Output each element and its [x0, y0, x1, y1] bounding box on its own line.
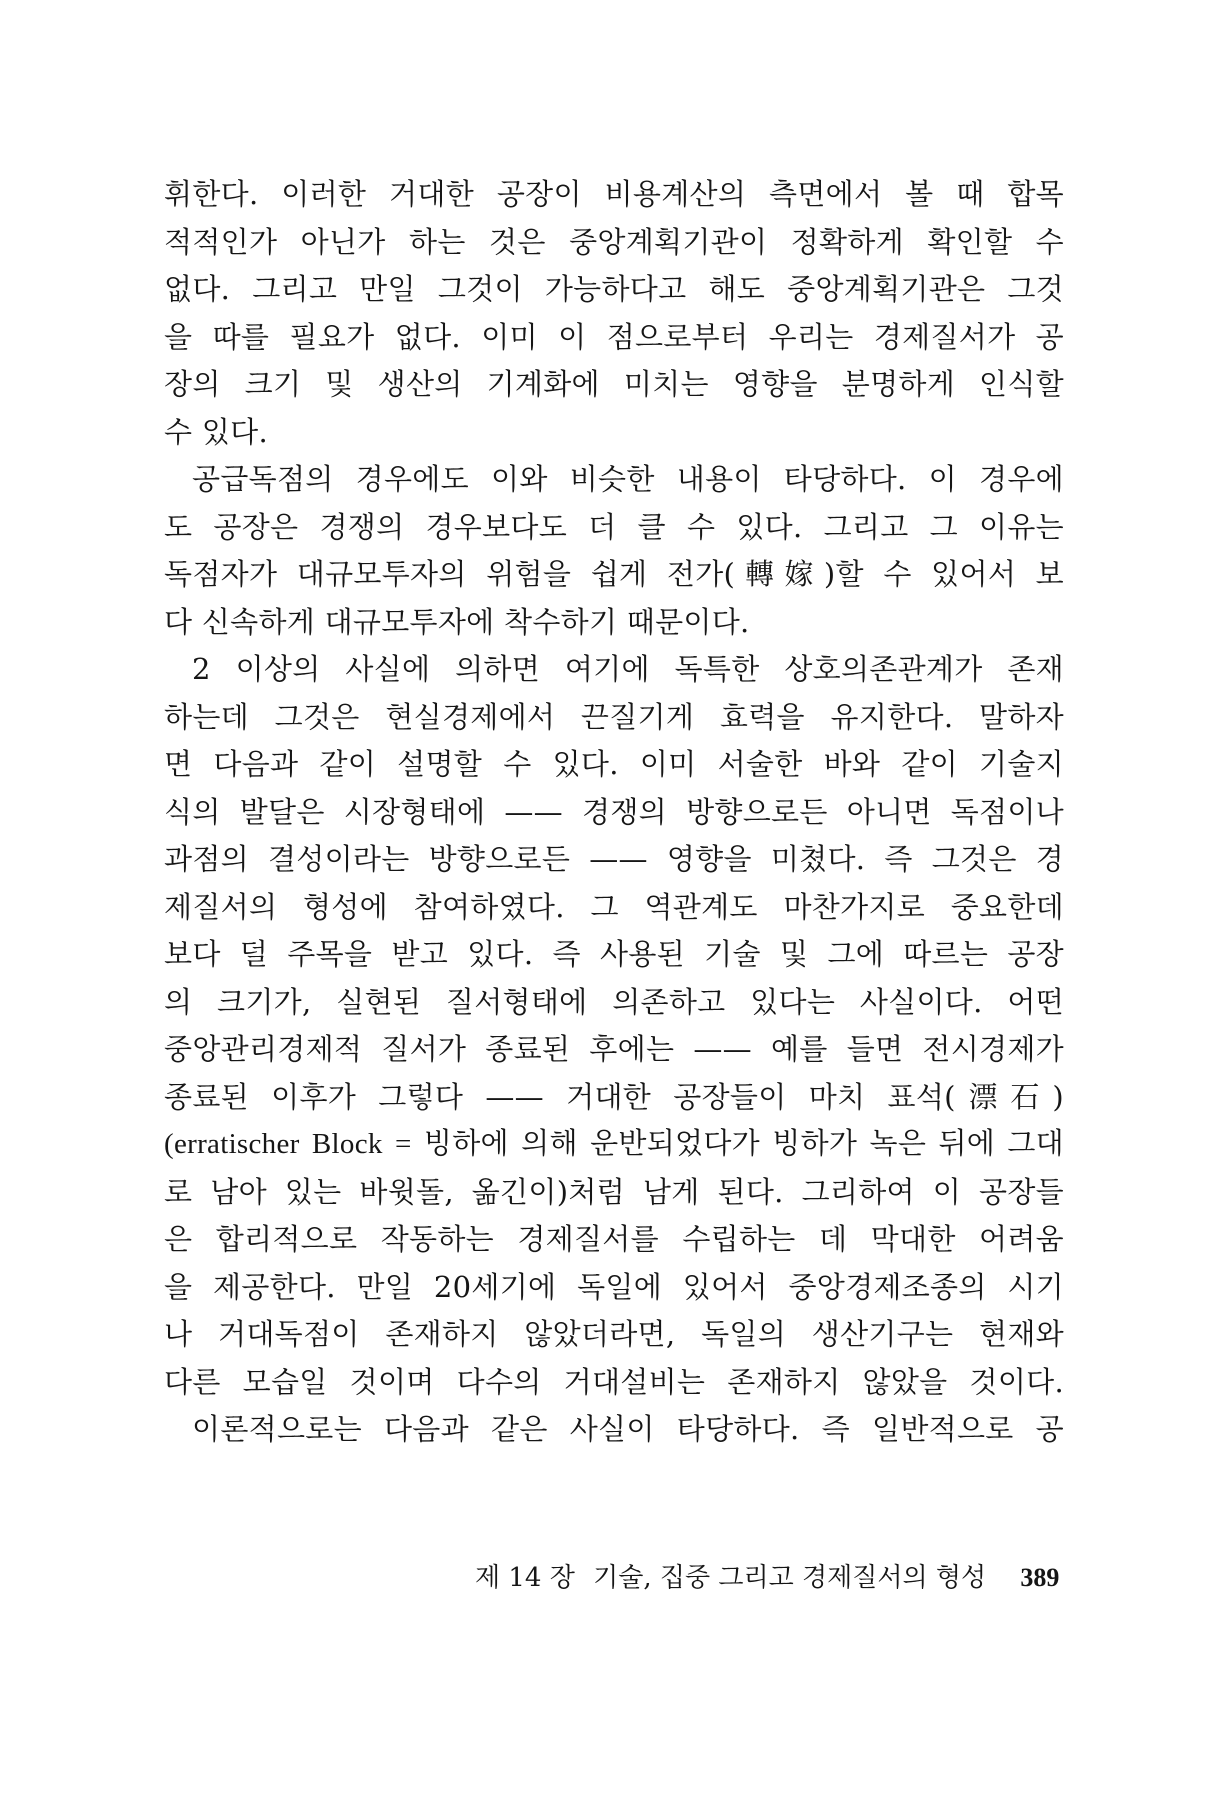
text-line: 은 합리적으로 작동하는 경제질서를 수립하는 데 막대한 어려움 [164, 1222, 1064, 1256]
text-line: 의 크기가, 실현된 질서형태에 의존하고 있다는 사실이다. 어떤 [164, 984, 1064, 1019]
text-line: 나 거대독점이 존재하지 않았더라면, 독일의 생산기구는 현재와 [164, 1317, 1064, 1351]
text-line: 2 이상의 사실에 의하면 여기에 독특한 상호의존관계가 존재 [192, 652, 1064, 686]
text-line: 이론적으로는 다음과 같은 사실이 타당하다. 즉 일반적으로 공 [192, 1412, 1064, 1446]
text-line: 제질서의 형성에 참여하였다. 그 역관계도 마찬가지로 중요한데 [164, 889, 1064, 924]
text-line: 을 제공한다. 만일 20세기에 독일에 있어서 중앙경제조종의 시기 [164, 1269, 1064, 1304]
running-footer [475, 1558, 1060, 1598]
chapter-title: 기술, 집중 그리고 경제질서의 형성 [593, 1563, 987, 1593]
text-line: 도 공장은 경쟁의 경우보다도 더 클 수 있다. 그리고 그 이유는 [164, 509, 1064, 544]
text-line: 없다. 그리고 만일 그것이 가능하다고 해도 중앙계획기관은 그것 [164, 272, 1064, 306]
text-line: 적적인가 아닌가 하는 것은 중앙계획기관이 정확하게 확인할 수 [164, 224, 1064, 259]
chapter-label: 제 14 장 [475, 1563, 575, 1593]
text-line: 과점의 결성이라는 방향으로든 —— 영향을 미쳤다. 즉 그것은 경 [164, 842, 1064, 876]
text-line: 수 있다. [164, 414, 268, 449]
text-line: 종료된 이후가 그렇다 —— 거대한 공장들이 마치 표석(漂石) [164, 1079, 1064, 1114]
text-line: 독점자가 대규모투자의 위험을 쉽게 전가(轉嫁)할 수 있어서 보 [164, 557, 1064, 591]
text-line: 다른 모습일 것이며 다수의 거대설비는 존재하지 않았을 것이다. [164, 1364, 1064, 1399]
text-line: 공급독점의 경우에도 이와 비슷한 내용이 타당하다. 이 경우에 [192, 462, 1064, 496]
text-line: 보다 덜 주목을 받고 있다. 즉 사용된 기술 및 그에 따르는 공장 [164, 937, 1064, 971]
text-line: 하는데 그것은 현실경제에서 끈질기게 효력을 유지한다. 말하자 [164, 699, 1064, 734]
text-line: 휘한다. 이러한 거대한 공장이 비용계산의 측면에서 볼 때 합목 [164, 177, 1064, 211]
text-line: (erratischer Block = 빙하에 의해 운반되었다가 빙하가 녹은 뒤에 그대 [164, 1128, 1064, 1160]
text-line: 다 신속하게 대규모투자에 착수하기 때문이다. [164, 604, 750, 639]
text-line: 로 남아 있는 바윗돌, 옮긴이)처럼 남게 된다. 그리하여 이 공장들 [164, 1174, 1064, 1209]
text-line: 장의 크기 및 생산의 기계화에 미치는 영향을 분명하게 인식할 [164, 367, 1064, 401]
text-line: 식의 발달은 시장형태에 —— 경쟁의 방향으로든 아니면 독점이나 [164, 794, 1064, 829]
page-number: 389 [1020, 1563, 1060, 1592]
body-text [164, 171, 1064, 1454]
text-line: 중앙관리경제적 질서가 종료된 후에는 —— 예를 들면 전시경제가 [164, 1032, 1064, 1066]
text-line: 을 따를 필요가 없다. 이미 이 점으로부터 우리는 경제질서가 공 [164, 319, 1064, 354]
text-line: 면 다음과 같이 설명할 수 있다. 이미 서술한 바와 같이 기술지 [164, 747, 1064, 781]
